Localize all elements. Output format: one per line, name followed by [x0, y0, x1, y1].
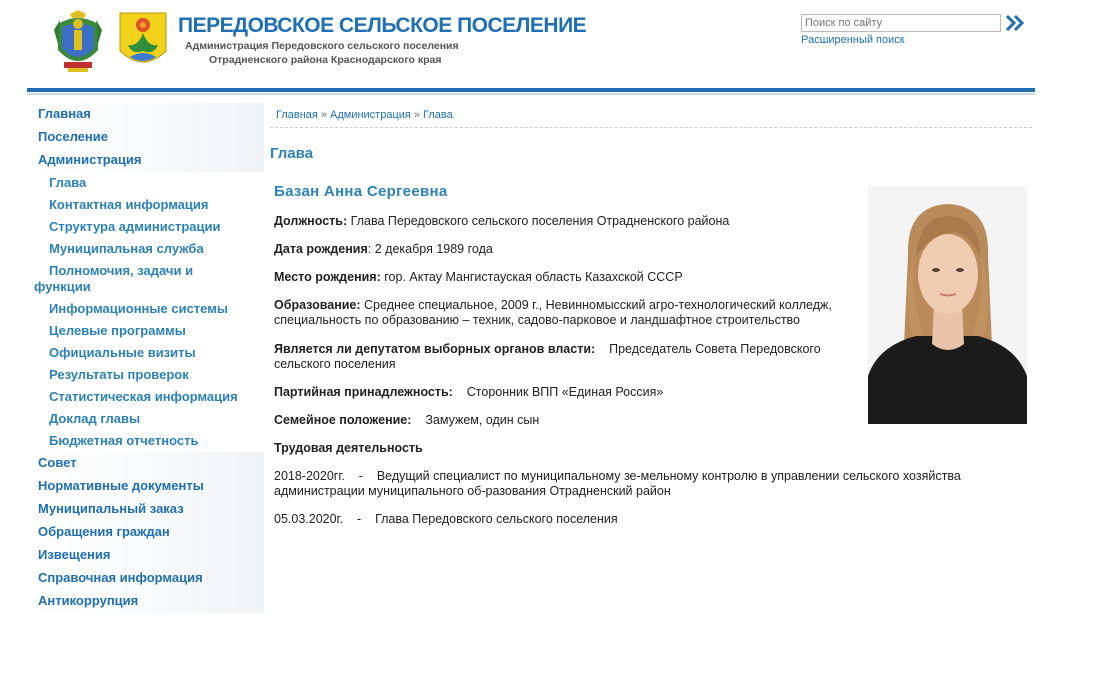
sidebar-subitem-info-systems[interactable]: Информационные системы	[49, 301, 228, 316]
breadcrumb-home[interactable]: Главная	[276, 109, 318, 121]
breadcrumb-current[interactable]: Глава	[422, 109, 453, 121]
work-entry	[274, 512, 1014, 527]
sidebar-item-citizen-appeals[interactable]: Обращения граждан	[32, 521, 264, 544]
sidebar-item-council[interactable]: Совет	[32, 452, 264, 475]
field-value: гор. Актау Мангистауская область Казахской СССР	[384, 270, 683, 284]
main-content	[270, 103, 1032, 526]
header-divider	[27, 88, 1035, 92]
krai-coat-of-arms-icon	[50, 10, 106, 76]
sidebar-subitem-head-report[interactable]: Доклад главы	[49, 411, 141, 426]
field-position	[274, 214, 864, 229]
work-heading-text: Трудовая деятельность	[274, 441, 423, 455]
field-value: Глава Передовского сельского поселения Отрадненского района	[350, 214, 730, 228]
work-period: 2018-2020гг.	[274, 469, 345, 483]
field-deputy	[274, 342, 854, 372]
field-label: Дата рождения	[274, 242, 368, 256]
sidebar-item-anticorruption[interactable]: Антикоррупция	[32, 590, 264, 613]
sidebar-item-settlement[interactable]: Поселение	[32, 126, 264, 149]
work-heading	[274, 441, 864, 456]
search-input[interactable]	[801, 14, 1001, 32]
sidebar-nav	[32, 103, 264, 613]
field-label: Семейное положение:	[274, 413, 412, 427]
field-value: Замужем, один сын	[425, 413, 540, 427]
sidebar-item-municipal-order[interactable]: Муниципальный заказ	[32, 498, 264, 521]
field-birth-place	[274, 270, 864, 285]
site-header	[0, 0, 1095, 92]
sidebar-subitem-target-programs[interactable]: Целевые программы	[49, 323, 186, 338]
field-value: : 2 декабря 1989 года	[367, 242, 493, 256]
work-description: Ведущий специалист по муниципальному зе-мельному контролю в управлении сельского хозяйства администрации муниципального об-разования Отрадненский район	[274, 469, 961, 498]
settlement-coat-of-arms-icon	[118, 11, 168, 73]
sidebar-item-regulations[interactable]: Нормативные документы	[32, 475, 264, 498]
sidebar-subitem-budget-report[interactable]: Бюджетная отчетность	[49, 433, 199, 448]
work-description: Глава Передовского сельского поселения	[375, 512, 618, 526]
sidebar-subitem-powers[interactable]: Полномочия, задачи и функции	[34, 263, 194, 294]
breadcrumb	[270, 103, 1032, 128]
person-name: Базан Анна Сергеевна	[274, 183, 448, 200]
sidebar-item-notices[interactable]: Извещения	[32, 544, 264, 567]
breadcrumb-separator: »	[413, 109, 420, 121]
field-label: Является ли депутатом выборных органов власти:	[274, 342, 596, 356]
search-submit-icon[interactable]	[1004, 12, 1026, 34]
site-subtitle: Администрация Передовского сельского поселения	[185, 40, 459, 52]
field-family	[274, 413, 864, 428]
field-party	[274, 385, 864, 400]
site-title[interactable]: ПЕРЕДОВСКОЕ СЕЛЬСКОЕ ПОСЕЛЕНИЕ	[178, 14, 587, 37]
work-entry	[274, 469, 1014, 499]
header-divider-light	[27, 93, 1035, 95]
sidebar-subitem-head[interactable]: Глава	[49, 175, 87, 190]
field-value: Председатель Совета Передовского сельского поселения	[274, 342, 821, 371]
site-subtitle-region: Отрадненского района Краснодарского края	[209, 54, 442, 66]
sidebar-subitem-structure[interactable]: Структура администрации	[49, 219, 221, 234]
field-label: Образование:	[274, 298, 361, 312]
sidebar-item-administration[interactable]: Администрация	[32, 149, 264, 172]
field-label: Партийная принадлежность:	[274, 385, 453, 399]
work-dash: -	[356, 512, 362, 526]
sidebar-subitem-official-visits[interactable]: Официальные визиты	[49, 345, 196, 360]
page-title: Глава	[270, 145, 313, 162]
sidebar-subitem-statistics[interactable]: Статистическая информация	[49, 389, 238, 404]
breadcrumb-separator: »	[320, 109, 327, 121]
sidebar-item-reference[interactable]: Справочная информация	[32, 567, 264, 590]
sidebar-subitem-contacts[interactable]: Контактная информация	[49, 197, 209, 212]
work-period: 05.03.2020г.	[274, 512, 344, 526]
field-label: Должность:	[274, 214, 348, 228]
field-value: Среднее специальное, 2009 г., Невинномысский агро-технологический колледж, специальность по образованию – техник, садово-парковое и ландшафтное строительство	[274, 298, 832, 327]
breadcrumb-administration[interactable]: Администрация	[330, 109, 411, 121]
field-label: Место рождения:	[274, 270, 381, 284]
field-education	[274, 298, 864, 328]
sidebar-item-home[interactable]: Главная	[32, 103, 264, 126]
field-birth-date	[274, 242, 864, 257]
sidebar-subitem-municipal-service[interactable]: Муниципальная служба	[49, 241, 204, 256]
field-value: Сторонник ВПП «Единая Россия»	[466, 385, 664, 399]
sidebar-subitem-inspections[interactable]: Результаты проверок	[49, 367, 189, 382]
work-dash: -	[358, 469, 363, 483]
portrait-photo	[868, 186, 1027, 424]
advanced-search-link[interactable]: Расширенный поиск	[801, 34, 905, 46]
portrait-illustration	[868, 186, 1027, 424]
